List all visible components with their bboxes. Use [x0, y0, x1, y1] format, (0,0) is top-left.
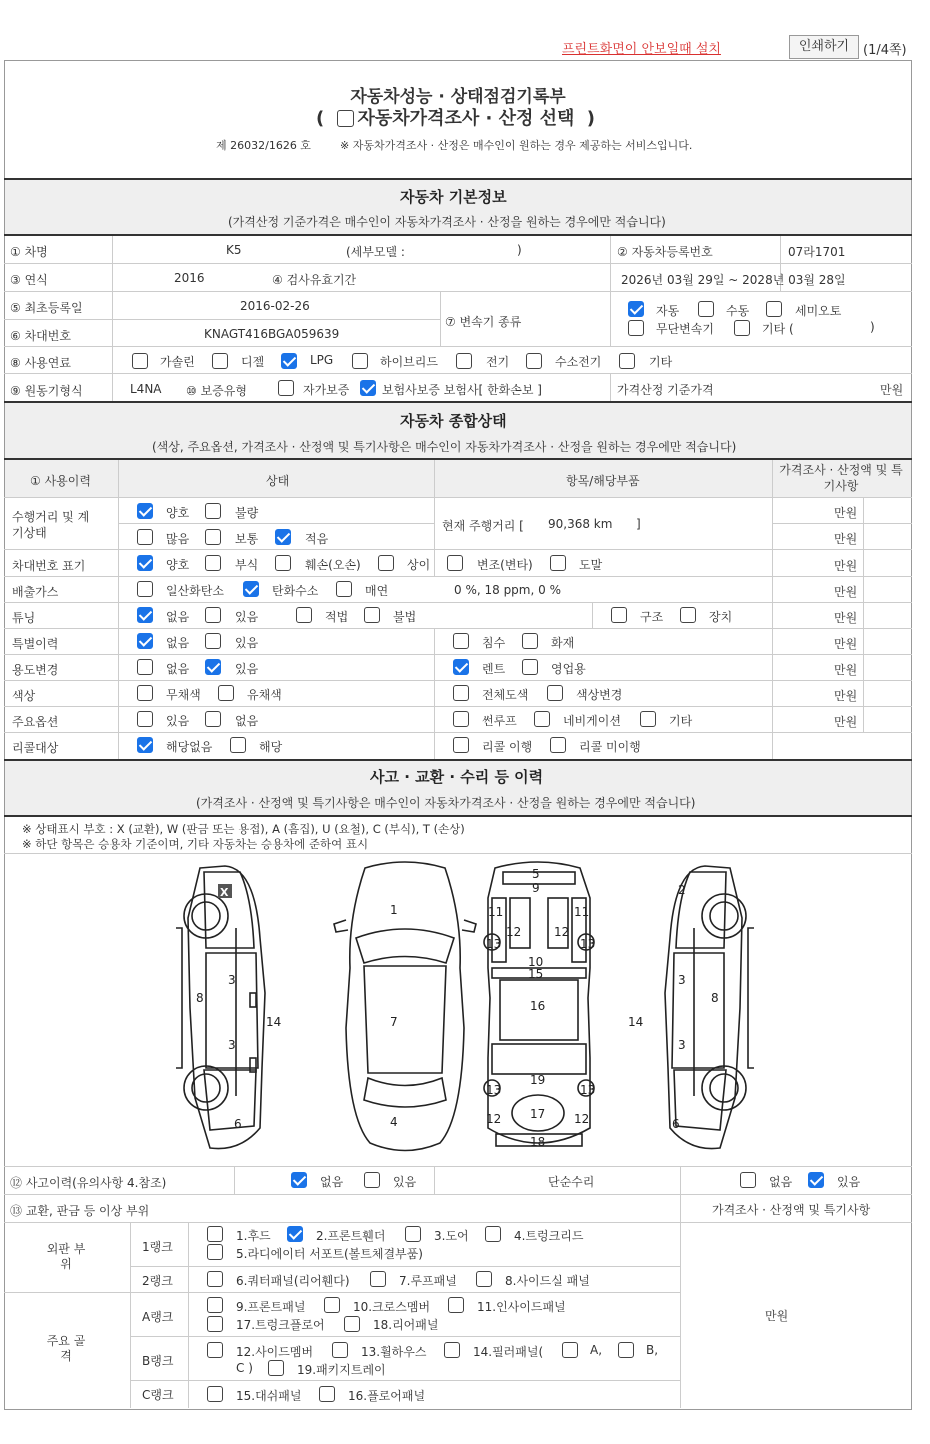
price-base-unit: 만원: [880, 383, 904, 397]
overall-title: 자동차 종합상태: [400, 412, 507, 430]
tuning-structure-checkbox[interactable]: [611, 607, 627, 623]
fire-checkbox[interactable]: [522, 633, 538, 649]
part-8-label: 8.사이드실 패널: [505, 1274, 590, 1288]
subtitle-text: 자동차가격조사 · 산정 선택: [357, 108, 575, 129]
flood-label: 침수: [482, 636, 506, 650]
tuning-device-label: 장치: [709, 610, 733, 624]
smoke-label: 매연: [365, 584, 389, 598]
print-button[interactable]: [789, 35, 859, 59]
car-left-side: [176, 866, 265, 1149]
part-2-checkbox[interactable]: [287, 1226, 303, 1242]
exchange-unit: 만원: [765, 1309, 789, 1323]
svg-text:12: 12: [574, 1112, 590, 1126]
fuel-hybrid-checkbox[interactable]: [352, 353, 368, 369]
mileage-few-label: 적음: [305, 532, 329, 546]
special-unit: 만원: [834, 637, 858, 651]
navi-label: 네비게이션: [563, 714, 621, 728]
doc-number: 제 26032/1626 호: [216, 139, 311, 152]
svg-text:12: 12: [486, 1112, 502, 1126]
rent-label: 렌트: [482, 662, 506, 676]
mileage-normal-checkbox[interactable]: [205, 529, 221, 545]
use-unit: 만원: [834, 663, 858, 677]
overall-note: (색상, 주요옵션, 가격조사 · 산정액 및 특기사항은 매수인이 자동차가격조사 · 산정을 원하는 경우에만 적습니다): [152, 440, 737, 454]
mileage-good-label: 양호: [166, 506, 190, 520]
svg-text:13: 13: [580, 1083, 596, 1097]
recall-yes-label: 해당: [259, 740, 283, 754]
part-10-checkbox[interactable]: [324, 1297, 340, 1313]
tuning-illegal-label: 불법: [393, 610, 417, 624]
part-4-label: 4.트렁크리드: [514, 1229, 584, 1243]
svg-text:6: 6: [672, 1117, 680, 1131]
part-19-label: 19.패키지트레이: [297, 1363, 386, 1377]
part-17-label: 17.트렁크플로어: [236, 1318, 325, 1332]
part-4-checkbox[interactable]: [485, 1226, 501, 1242]
part-13-label: 13.휠하우스: [361, 1345, 427, 1359]
svg-text:11: 11: [488, 905, 504, 919]
history-none-label: 없음: [320, 1175, 344, 1189]
trans-other-label: 기타 (: [762, 322, 794, 336]
option-exists-label: 있음: [166, 714, 190, 728]
legend-line-1: ※ 상태표시 부호 : X (교환), W (판금 또는 용접), A (흠집), U (요철), C (부식), T (손상): [22, 822, 465, 836]
mileage-bad-label: 불량: [235, 506, 259, 520]
part-12-checkbox[interactable]: [207, 1342, 223, 1358]
accident-title: 사고 · 교환 · 수리 등 이력: [370, 768, 544, 786]
vin-damage-label: 훼손(오손): [305, 558, 361, 572]
mileage-bad-checkbox[interactable]: [205, 503, 221, 519]
vin-rust-checkbox[interactable]: [205, 555, 221, 571]
car-diagram[interactable]: [170, 858, 760, 1162]
rank2-label: 2랭크: [142, 1274, 173, 1288]
part-7-checkbox[interactable]: [370, 1271, 386, 1287]
svg-text:16: 16: [530, 999, 546, 1013]
use-none-checkbox[interactable]: [137, 659, 153, 675]
install-link[interactable]: 프린트화면이 안보일때 설치: [562, 42, 721, 57]
recall-not-checkbox[interactable]: [550, 737, 566, 753]
page-indicator: (1/4쪽): [863, 43, 907, 58]
chromatic-checkbox[interactable]: [218, 685, 234, 701]
part-13-checkbox[interactable]: [332, 1342, 348, 1358]
reg-no-label: ② 자동차등록번호: [617, 245, 713, 259]
warranty-label: ⑩ 보증유형: [186, 384, 247, 398]
part-6-label: 6.쿼터패널(리어휀다): [236, 1274, 350, 1288]
special-none-label: 없음: [166, 636, 190, 650]
svg-text:2: 2: [678, 883, 686, 897]
special-none-checkbox[interactable]: [137, 633, 153, 649]
svg-text:10: 10: [528, 955, 544, 969]
doc-title: 자동차성능 · 상태점검기록부: [350, 87, 566, 107]
part-9-checkbox[interactable]: [207, 1297, 223, 1313]
part-15-label: 15.대쉬패널: [236, 1389, 302, 1403]
vin-damage-checkbox[interactable]: [275, 555, 291, 571]
paren-open: (: [316, 108, 325, 129]
business-label: 영업용: [551, 662, 586, 676]
emission-unit: 만원: [834, 585, 858, 599]
svg-text:19: 19: [530, 1073, 546, 1087]
recall-label: 리콜대상: [12, 741, 59, 755]
exchange-price-label: 가격조사 · 산정액 및 특기사항: [712, 1203, 871, 1217]
trans-semi-checkbox[interactable]: [766, 301, 782, 317]
part-11-checkbox[interactable]: [448, 1297, 464, 1313]
main-frame-label: 주요 골격: [46, 1334, 86, 1363]
history-none-checkbox[interactable]: [291, 1172, 307, 1188]
part-6-checkbox[interactable]: [207, 1271, 223, 1287]
option-exists-checkbox[interactable]: [137, 711, 153, 727]
accident-history-label: ⑫ 사고이력(유의사항 4.참조): [10, 1176, 167, 1190]
svg-text:3: 3: [228, 1038, 236, 1052]
trans-cvt-label: 무단변속기: [656, 322, 714, 336]
sunroof-label: 썬루프: [482, 714, 517, 728]
emission-values: 0 %, 18 ppm, 0 %: [454, 583, 561, 597]
svg-text:8: 8: [196, 991, 204, 1005]
trans-auto-label: 자동: [656, 304, 680, 318]
history-yes-checkbox[interactable]: [364, 1172, 380, 1188]
svg-text:5: 5: [532, 867, 540, 881]
vin-alter-label: 변조(변타): [477, 558, 533, 572]
mileage-value: 90,368 km: [548, 517, 613, 531]
color-label: 색상: [12, 689, 36, 703]
part-10-label: 10.크로스멤버: [353, 1300, 431, 1314]
exchange-label: ⑬ 교환, 판금 등 이상 부위: [10, 1204, 150, 1218]
part-18-label: 18.리어패널: [373, 1318, 439, 1332]
car-name-label: ① 차명: [10, 245, 48, 259]
fuel-hybrid-label: 하이브리드: [380, 355, 438, 369]
tuning-label: 튜닝: [12, 611, 36, 625]
simple-repair-yes-checkbox[interactable]: [808, 1172, 824, 1188]
warranty-insurance-label: 보험사보증 보험사[ 한화손보 ]: [382, 383, 542, 397]
svg-text:12: 12: [506, 925, 522, 939]
inspect-label: ④ 검사유효기간: [272, 273, 357, 287]
option-other-checkbox[interactable]: [640, 711, 656, 727]
color-unit: 만원: [834, 689, 858, 703]
sunroof-checkbox[interactable]: [453, 711, 469, 727]
option-other-label: 기타: [669, 714, 693, 728]
tuning-illegal-checkbox[interactable]: [364, 607, 380, 623]
fuel-hydrogen-label: 수소전기: [555, 355, 602, 369]
achromatic-label: 무채색: [166, 688, 201, 702]
svg-text:3: 3: [678, 973, 686, 987]
part-5-label: 5.라디에이터 서포트(볼트체결부품): [236, 1247, 423, 1261]
svg-text:13: 13: [486, 1083, 502, 1097]
tuning-structure-label: 구조: [640, 610, 664, 624]
option-none-checkbox[interactable]: [205, 711, 221, 727]
tuning-legal-checkbox[interactable]: [296, 607, 312, 623]
special-label: 특별이력: [12, 637, 59, 651]
vin-diff-label: 상이: [407, 558, 431, 572]
navi-checkbox[interactable]: [534, 711, 550, 727]
col-state: 상태: [266, 474, 290, 488]
svg-text:15: 15: [528, 967, 544, 981]
svg-text:13: 13: [580, 937, 596, 951]
trans-auto-checkbox[interactable]: [628, 301, 644, 317]
part-19-checkbox[interactable]: [268, 1360, 284, 1376]
part-9-label: 9.프론트패널: [236, 1300, 306, 1314]
price-survey-checkbox[interactable]: [337, 110, 354, 127]
mileage-many-label: 많음: [166, 532, 190, 546]
simple-repair-label: 단순수리: [548, 1175, 595, 1189]
achromatic-checkbox[interactable]: [137, 685, 153, 701]
use-exists-checkbox[interactable]: [205, 659, 221, 675]
rankB-label: B랭크: [142, 1354, 174, 1368]
trans-other-checkbox[interactable]: [734, 320, 750, 336]
detail-model-label: (세부모델 :: [346, 245, 405, 259]
fuel-gasoline-checkbox[interactable]: [132, 353, 148, 369]
recall-na-label: 해당없음: [166, 740, 213, 754]
part-3-checkbox[interactable]: [405, 1226, 421, 1242]
part-14-checkbox[interactable]: [444, 1342, 460, 1358]
part-8-checkbox[interactable]: [476, 1271, 492, 1287]
fuel-lpg-checkbox[interactable]: [281, 353, 297, 369]
chromatic-label: 유채색: [247, 688, 282, 702]
use-none-label: 없음: [166, 662, 190, 676]
pillar-a-checkbox[interactable]: [562, 1342, 578, 1358]
full-paint-checkbox[interactable]: [453, 685, 469, 701]
rankA-label: A랭크: [142, 1310, 174, 1324]
col-history: ① 사용이력: [30, 474, 91, 488]
color-change-checkbox[interactable]: [547, 685, 563, 701]
accident-note: (가격조사 · 산정액 및 특기사항은 매수인이 자동차가격조사 · 산정을 원하는 경우에만 적습니다): [196, 796, 696, 810]
vin-good-checkbox[interactable]: [137, 555, 153, 571]
vin-value: KNAGT416BGA059639: [204, 327, 340, 341]
mileage-close: ]: [636, 517, 641, 531]
rank1-label: 1랭크: [142, 1240, 173, 1254]
recall-done-checkbox[interactable]: [453, 737, 469, 753]
business-checkbox[interactable]: [522, 659, 538, 675]
mileage-label: 수행거리 및 계기상태: [12, 510, 90, 540]
trans-cvt-checkbox[interactable]: [628, 320, 644, 336]
print-button-label: 인쇄하기: [798, 39, 850, 54]
year-label: ③ 연식: [10, 273, 48, 287]
part-14-label: 14.필러패널(: [473, 1345, 544, 1359]
hc-label: 탄화수소: [272, 584, 319, 598]
use-exists-label: 있음: [235, 662, 259, 676]
simple-repair-yes-label: 있음: [837, 1175, 861, 1189]
price-base-label: 가격산정 기준가격: [617, 383, 714, 397]
first-reg-label: ⑤ 최초등록일: [10, 301, 83, 315]
detail-model-close: ): [517, 243, 522, 257]
mileage-unit-2: 만원: [834, 532, 858, 546]
fuel-gasoline-label: 가솔린: [160, 355, 195, 369]
reg-no-value: 07라1701: [788, 245, 846, 259]
option-label: 주요옵션: [12, 715, 59, 729]
part-15-checkbox[interactable]: [207, 1386, 223, 1402]
trans-label: ⑦ 변속기 종류: [445, 315, 522, 329]
pillar-b-label: B,: [646, 1343, 659, 1357]
vin-diff-checkbox[interactable]: [378, 555, 394, 571]
first-reg-value: 2016-02-26: [240, 299, 310, 313]
fuel-diesel-label: 디젤: [241, 355, 265, 369]
fuel-hydrogen-checkbox[interactable]: [526, 353, 542, 369]
svg-text:17: 17: [530, 1107, 546, 1121]
recall-done-label: 리콜 이행: [482, 740, 533, 754]
fuel-electric-label: 전기: [486, 355, 510, 369]
warranty-self-checkbox[interactable]: [278, 380, 294, 396]
trans-other-close: ): [870, 320, 875, 334]
pillar-c-label: C ): [236, 1361, 253, 1375]
col-price: 가격조사 · 산정액 및 특기사항: [779, 463, 903, 493]
svg-text:9: 9: [532, 881, 540, 895]
history-yes-label: 있음: [393, 1175, 417, 1189]
svg-text:7: 7: [390, 1015, 398, 1029]
vin-alter-checkbox[interactable]: [447, 555, 463, 571]
part-2-label: 2.프론트휀더: [316, 1229, 386, 1243]
use-label: 용도변경: [12, 663, 59, 677]
svg-text:14: 14: [628, 1015, 644, 1029]
svg-text:18: 18: [530, 1135, 546, 1149]
part-7-label: 7.루프패널: [399, 1274, 457, 1288]
rankC-label: C랭크: [142, 1388, 174, 1402]
engine-label: ⑨ 원동기형식: [10, 384, 83, 398]
smoke-checkbox[interactable]: [336, 581, 352, 597]
warranty-self-label: 자가보증: [303, 383, 350, 397]
tuning-exists-checkbox[interactable]: [205, 607, 221, 623]
inspect-period: 2026년 03월 29일 ~ 2028년 03월 28일: [621, 273, 846, 287]
vin-rust-label: 부식: [235, 558, 259, 572]
part-11-label: 11.인사이드패널: [477, 1300, 566, 1314]
vin-good-label: 양호: [166, 558, 190, 572]
fire-label: 화재: [551, 636, 575, 650]
tuning-unit: 만원: [834, 611, 858, 625]
part-12-label: 12.사이드멤버: [236, 1345, 314, 1359]
part-16-label: 16.플로어패널: [348, 1389, 426, 1403]
svg-text:1: 1: [390, 903, 398, 917]
co-label: 일산화탄소: [166, 584, 224, 598]
recall-not-label: 리콜 미이행: [579, 740, 641, 754]
vin-label: ⑥ 차대번호: [10, 329, 71, 343]
trans-semi-label: 세미오토: [795, 304, 842, 318]
car-top-view: [334, 862, 476, 1151]
vin-mark-label: 차대번호 표기: [12, 559, 86, 573]
part-17-checkbox[interactable]: [207, 1316, 223, 1332]
option-none-label: 없음: [235, 714, 259, 728]
engine-value: L4NA: [130, 382, 162, 396]
mileage-many-checkbox[interactable]: [137, 529, 153, 545]
part-1-checkbox[interactable]: [207, 1226, 223, 1242]
paren-close: ): [586, 108, 595, 129]
recall-yes-checkbox[interactable]: [230, 737, 246, 753]
part-5-checkbox[interactable]: [207, 1244, 223, 1260]
option-unit: 만원: [834, 715, 858, 729]
svg-text:4: 4: [390, 1115, 398, 1129]
outer-panel-label: 외판 부위: [46, 1242, 86, 1271]
fuel-other-label: 기타: [649, 355, 673, 369]
fuel-diesel-checkbox[interactable]: [212, 353, 228, 369]
svg-text:13: 13: [486, 937, 502, 951]
basic-info-title: 자동차 기본정보: [400, 188, 507, 206]
doc-subtitle: [316, 104, 595, 130]
tuning-legal-label: 적법: [325, 610, 349, 624]
special-exists-checkbox[interactable]: [205, 633, 221, 649]
tuning-none-label: 없음: [166, 610, 190, 624]
vin-stolen-label: 도말: [579, 558, 603, 572]
fuel-lpg-label: LPG: [310, 353, 334, 367]
mileage-text: 현재 주행거리 [: [442, 519, 524, 533]
fuel-label: ⑧ 사용연료: [10, 356, 71, 370]
svg-text:12: 12: [554, 925, 570, 939]
mileage-unit-1: 만원: [834, 506, 858, 520]
color-change-label: 색상변경: [576, 688, 623, 702]
svg-text:11: 11: [574, 905, 590, 919]
car-name-value: K5: [226, 243, 242, 257]
svg-text:8: 8: [711, 991, 719, 1005]
emission-label: 배출가스: [12, 585, 59, 599]
mileage-normal-label: 보통: [235, 532, 259, 546]
flood-checkbox[interactable]: [453, 633, 469, 649]
tuning-exists-label: 있음: [235, 610, 259, 624]
recall-na-checkbox[interactable]: [137, 737, 153, 753]
hc-checkbox[interactable]: [243, 581, 259, 597]
rent-checkbox[interactable]: [453, 659, 469, 675]
service-notice: ※ 자동차가격조사 · 산정은 매수인이 원하는 경우 제공하는 서비스입니다.: [340, 139, 693, 152]
full-paint-label: 전체도색: [482, 688, 529, 702]
simple-repair-none-checkbox[interactable]: [740, 1172, 756, 1188]
vin-stolen-checkbox[interactable]: [550, 555, 566, 571]
part-1-label: 1.후드: [236, 1229, 271, 1243]
svg-text:14: 14: [266, 1015, 282, 1029]
part-3-label: 3.도어: [434, 1229, 469, 1243]
basic-info-note: (가격산정 기준가격은 매수인이 자동차가격조사 · 산정을 원하는 경우에만 적습니다): [228, 215, 666, 229]
svg-text:3: 3: [228, 973, 236, 987]
mileage-few-checkbox[interactable]: [275, 529, 291, 545]
tuning-none-checkbox[interactable]: [137, 607, 153, 623]
tuning-device-checkbox[interactable]: [680, 607, 696, 623]
vin-unit: 만원: [834, 559, 858, 573]
svg-text:3: 3: [678, 1038, 686, 1052]
pillar-b-checkbox[interactable]: [618, 1342, 634, 1358]
part-16-checkbox[interactable]: [319, 1386, 335, 1402]
fuel-other-checkbox[interactable]: [619, 353, 635, 369]
special-exists-label: 있음: [235, 636, 259, 650]
exchange-mark: X: [220, 886, 229, 899]
trans-manual-checkbox[interactable]: [698, 301, 714, 317]
trans-manual-label: 수동: [726, 304, 750, 318]
part-18-checkbox[interactable]: [344, 1316, 360, 1332]
col-item: 항목/해당부품: [566, 474, 640, 488]
simple-repair-none-label: 없음: [769, 1175, 793, 1189]
car-right-side: [665, 866, 754, 1149]
mileage-good-checkbox[interactable]: [137, 503, 153, 519]
warranty-insurance-checkbox[interactable]: [360, 380, 376, 396]
year-value: 2016: [174, 271, 205, 285]
fuel-electric-checkbox[interactable]: [456, 353, 472, 369]
svg-text:6: 6: [234, 1117, 242, 1131]
co-checkbox[interactable]: [137, 581, 153, 597]
legend-line-2: ※ 하단 항목은 승용차 기준이며, 기타 자동차는 승용차에 준하여 표시: [22, 837, 369, 851]
pillar-a-label: A,: [590, 1343, 603, 1357]
